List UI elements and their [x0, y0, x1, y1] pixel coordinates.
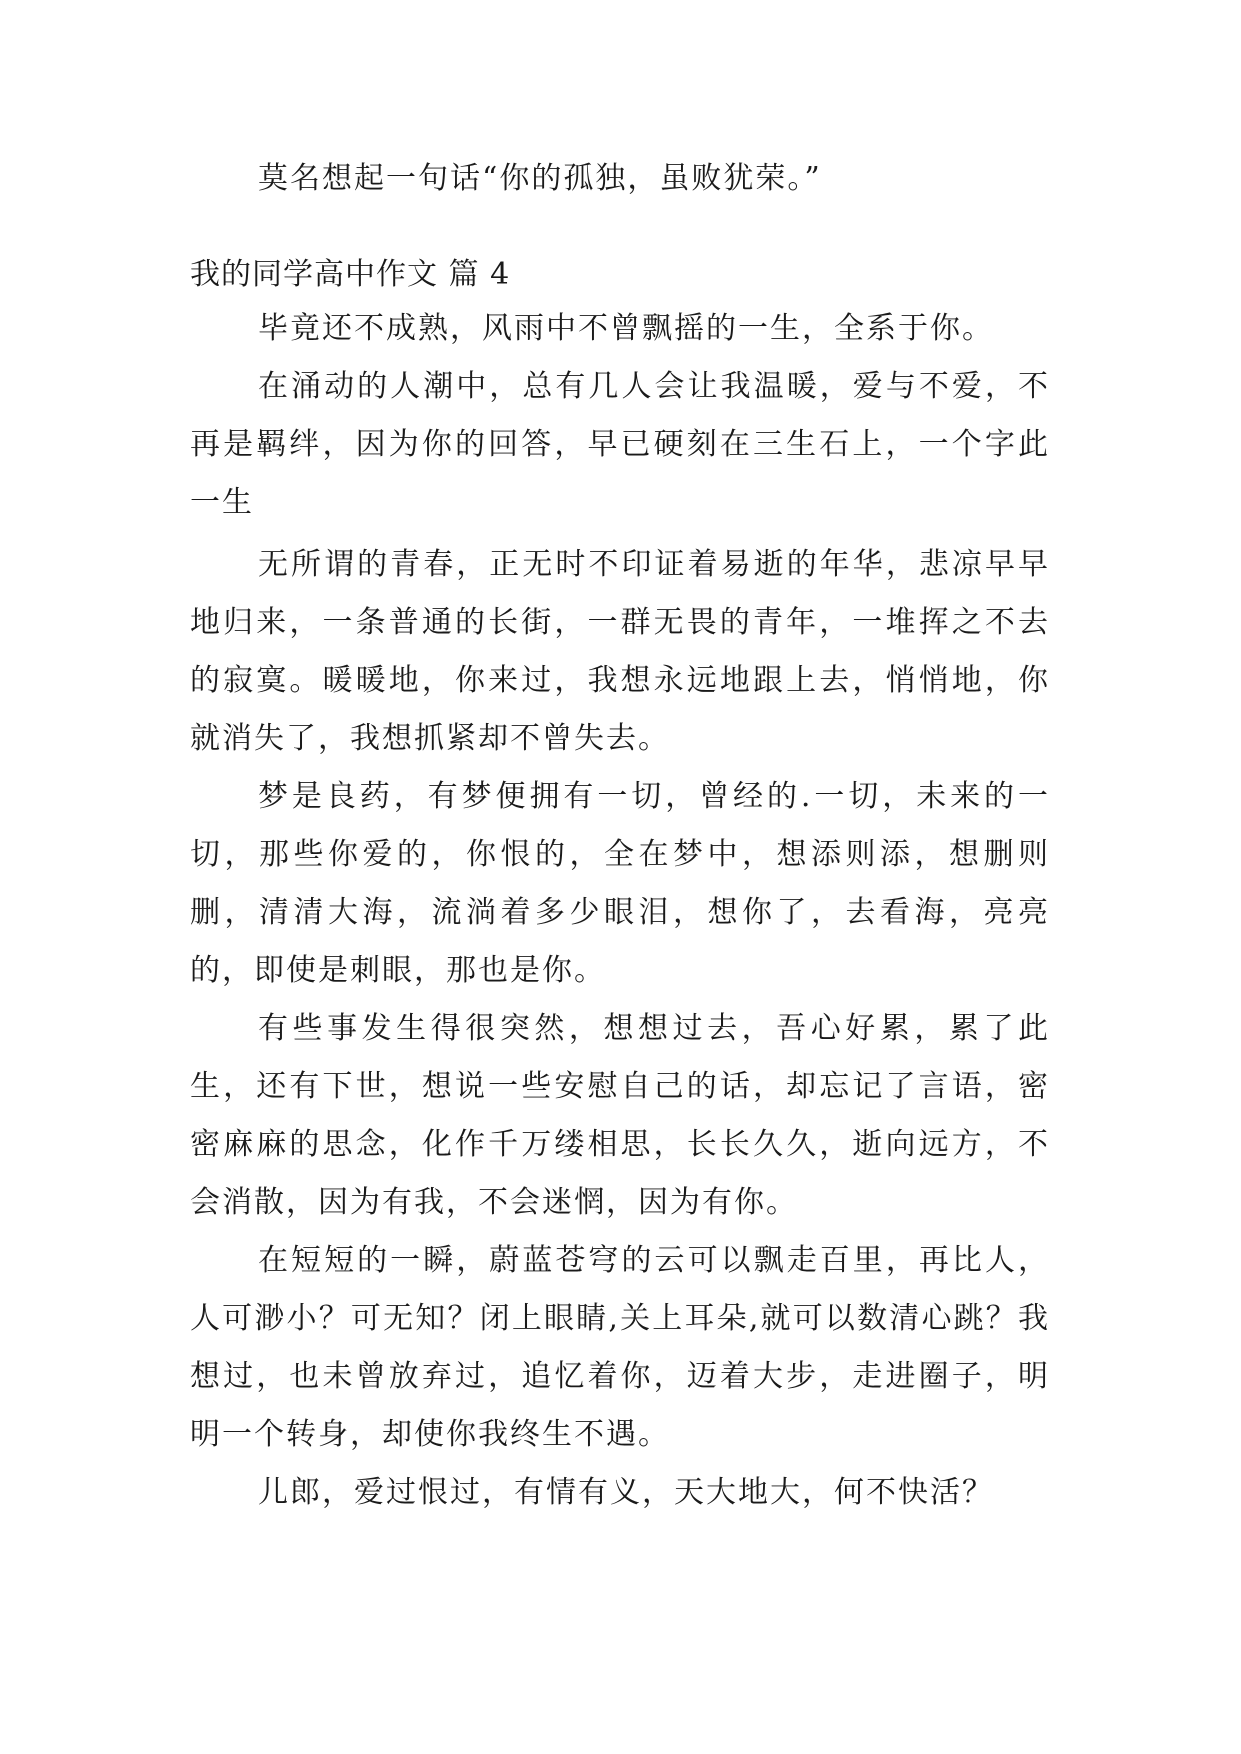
paragraph: 儿郎，爱过恨过，有情有义，天大地大，何不快活？	[258, 1475, 994, 1510]
intro-quote: 莫名想起一句话“你的孤独，虽败犹荣。”	[258, 161, 822, 196]
essay-body	[190, 300, 1050, 1522]
paragraph: 有些事发生得很突然，想想过去，吾心好累，累了此生，还有下世，想说一些安慰自己的话，却忘记了言语，密密麻麻的思念，化作千万缕相思，长长久久，逝向远方，不会消散，因为有我，不会迷惘，因为有你。	[190, 1011, 1050, 1220]
paragraph: 在涌动的人潮中，总有几人会让我温暖，爱与不爱，不再是羁绊，因为你的回答，早已硬刻在三生石上，一个字此一生	[190, 369, 1050, 520]
paragraph: 毕竟还不成熟，风雨中不曾飘摇的一生，全系于你。	[258, 311, 994, 346]
paragraph: 无所谓的青春，正无时不印证着易逝的年华，悲凉早早地归来，一条普通的长街，一群无畏的青年，一堆挥之不去的寂寞。暖暖地，你来过，我想永远地跟上去，悄悄地，你就消失了，我想抓紧却不曾失去。	[190, 547, 1050, 756]
section-title: 我的同学高中作文 篇 4	[190, 257, 511, 292]
paragraph: 在短短的一瞬，蔚蓝苍穹的云可以飘走百里，再比人，人可渺小？可无知？闭上眼睛,关上耳朵,就可以数清心跳？我想过，也未曾放弃过，追忆着你，迈着大步，走进圈子，明明一个转身，却使你我终生不遇。	[190, 1243, 1050, 1452]
intro-section	[190, 150, 1050, 208]
paragraph: 梦是良药，有梦便拥有一切，曾经的.一切，未来的一切，那些你爱的，你恨的，全在梦中，想添则添，想删则删，清清大海，流淌着多少眼泪，想你了，去看海，亮亮的，即使是刺眼，那也是你。	[190, 779, 1050, 988]
